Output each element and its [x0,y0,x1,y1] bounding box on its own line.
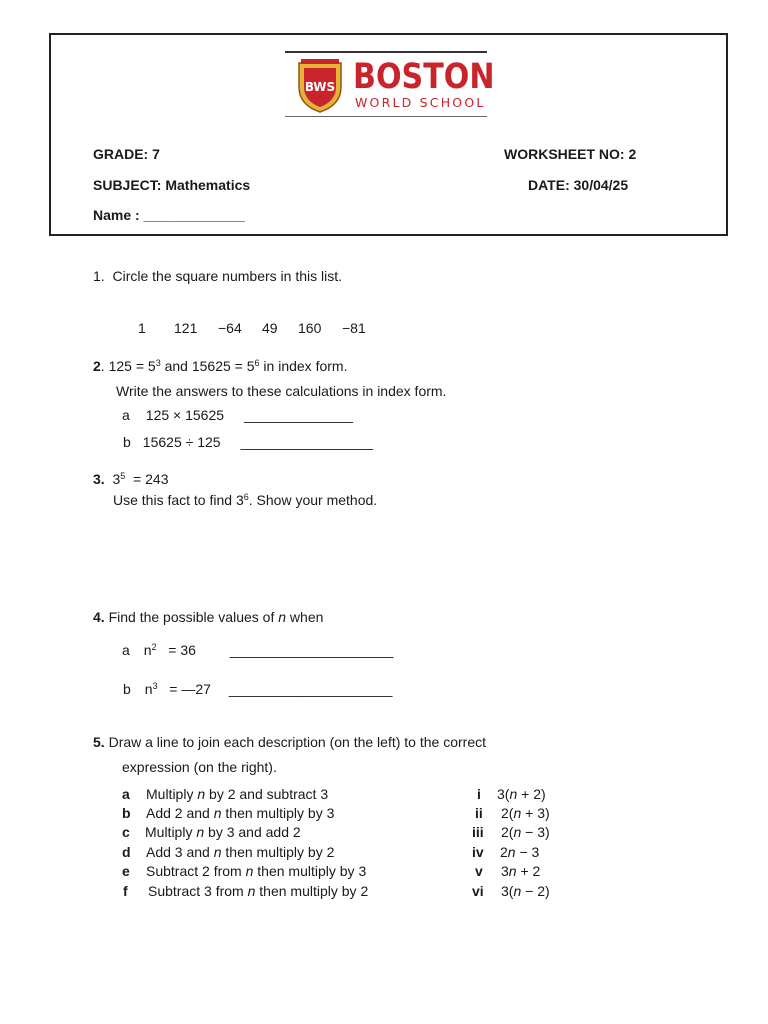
name-field[interactable] [93,207,245,223]
q5-text-line1: Draw a line to join each description (on the left) to the correct [104,734,486,750]
q3-number: 3. [93,471,105,487]
q5-expression-label-i: i [477,786,481,802]
q4-number: 4. [93,609,105,625]
q4-part-a [122,642,393,658]
q5-description-e[interactable] [146,863,366,879]
q5-expression-vi[interactable] [501,883,550,899]
logo-top-rule [285,51,487,53]
q5-expression-iv-post: − 3 [515,844,540,860]
q5-description-c-var: n [196,824,205,840]
q5-expression-v-var: n [508,863,517,879]
q2-part-b-expr: 15625 ÷ 125 [142,434,221,450]
q2-part-a-expr: 125 × 15625 [145,407,225,423]
q3-line2-a: Use this fact to find 3 [113,492,244,508]
q5-expression-i-pre: 3( [497,786,510,802]
q3-answer-area[interactable] [93,515,693,595]
q5-description-d[interactable] [146,844,334,860]
q5-description-d-var: n [213,844,222,860]
q2-intro-a: . 125 = 5 [100,358,156,374]
q4-part-b-answer-blank[interactable]: _____________________ [228,681,393,697]
q4-part-a-base: n [143,642,152,658]
q3-line2-exp: 6 [243,492,249,502]
logo-brand-name: BOSTON [353,57,495,97]
q5-expression-label-v: v [475,863,483,879]
q5-expression-iii-post: − 3) [521,824,550,840]
q1-number-1[interactable]: 1 [138,320,146,336]
q5-description-d-post: then multiply by 2 [221,844,335,860]
q5-expression-iii[interactable] [501,824,550,840]
q5-description-e-pre: Subtract 2 from [146,863,246,879]
q4-part-b-exp: 3 [152,681,158,691]
q2-instruction: Write the answers to these calculations in index form. [116,383,447,399]
q2-part-a-label: a [122,407,130,423]
school-crest-icon [295,57,345,113]
q5-text-line2: expression (on the right). [122,759,277,775]
q4-part-b-base: n [144,681,153,697]
q3-base: 3 [112,471,121,487]
q4-part-a-exp: 2 [151,642,157,652]
q5-description-b-var: n [213,805,222,821]
subject-label: SUBJECT: Mathematics [93,177,251,193]
q5-description-f-pre: Subtract 3 from [148,883,248,899]
question-5 [93,734,486,750]
q5-number: 5. [93,734,105,750]
q5-expression-ii-var: n [513,805,522,821]
q2-number: 2 [93,358,101,374]
q2-intro-b: and 15625 = 5 [160,358,255,374]
q5-expression-iv-var: n [507,844,516,860]
q4-part-a-answer-blank[interactable]: _____________________ [229,642,394,658]
name-blank: _____________ [143,207,245,223]
q5-expression-iv-pre: 2 [500,844,508,860]
q3-exp: 5 [120,471,126,481]
q5-description-a-post: by 2 and subtract 3 [205,786,329,802]
q2-part-a [122,407,353,423]
q5-description-label-c: c [122,824,130,840]
q5-expression-vi-var: n [513,883,522,899]
q4-part-b-rhs: = —27 [157,681,211,697]
q5-expression-v[interactable] [501,863,540,879]
crest-text: BWS [304,80,336,94]
q4-part-b-label: b [123,681,131,697]
question-2 [93,358,347,374]
q5-description-f[interactable] [148,883,368,899]
q5-expression-iv[interactable] [500,844,539,860]
q5-description-e-var: n [245,863,254,879]
date-label: DATE: 30/04/25 [528,177,629,193]
question-1 [93,268,342,284]
q5-description-b-post: then multiply by 3 [221,805,335,821]
q1-number-5[interactable]: 160 [298,320,322,336]
q5-description-b-pre: Add 2 and [146,805,214,821]
school-logo [285,51,495,117]
q5-expression-label-iii: iii [472,824,484,840]
grade-label: GRADE: 7 [93,146,160,162]
q4-part-b [123,681,392,697]
q2-part-b-answer-blank[interactable]: _________________ [240,434,373,450]
q2-part-b [123,434,373,450]
q5-description-e-post: then multiply by 3 [253,863,367,879]
q5-description-a-var: n [197,786,206,802]
q1-number: 1. [93,268,105,284]
q5-description-f-post: then multiply by 2 [255,883,369,899]
q4-var: n [278,609,287,625]
question-3 [93,471,168,487]
q5-expression-ii-post: + 3) [521,805,550,821]
q5-description-c-pre: Multiply [145,824,197,840]
q5-expression-iii-pre: 2( [501,824,514,840]
q5-expression-iii-var: n [513,824,522,840]
q1-number-2[interactable]: 121 [174,320,198,336]
q1-number-3[interactable]: −64 [218,320,242,336]
q5-description-f-var: n [247,883,256,899]
question-4 [93,609,323,625]
q2-exp-a: 3 [155,358,161,368]
q5-description-a-pre: Multiply [146,786,198,802]
q2-part-a-answer-blank[interactable]: ______________ [244,407,354,423]
q5-description-c[interactable] [145,824,301,840]
q2-exp-b: 6 [254,358,260,368]
q5-expression-i-var: n [509,786,518,802]
q5-description-a[interactable] [146,786,328,802]
q4-text-a: Find the possible values of [104,609,279,625]
q1-number-4[interactable]: 49 [262,320,278,336]
q5-expression-label-iv: iv [472,844,484,860]
q5-expression-i-post: + 2) [517,786,546,802]
q5-description-c-post: by 3 and add 2 [204,824,301,840]
q5-expression-i[interactable] [497,786,546,802]
q5-description-label-d: d [122,844,131,860]
q5-expression-ii-pre: 2( [501,805,514,821]
q5-expression-ii[interactable] [501,805,550,821]
q5-expression-v-pre: 3 [501,863,509,879]
logo-brand-subtitle: WORLD SCHOOL [355,95,486,110]
q3-instruction [113,492,377,508]
q5-description-d-pre: Add 3 and [146,844,214,860]
name-label: Name : [93,207,144,223]
q5-expression-label-vi: vi [472,883,484,899]
q5-expression-label-ii: ii [475,805,483,821]
q5-expression-vi-pre: 3( [501,883,514,899]
q2-part-b-label: b [123,434,131,450]
worksheet-number-label: WORKSHEET NO: 2 [504,146,637,162]
q4-part-a-label: a [122,642,130,658]
q2-intro-c: in index form. [259,358,348,374]
q1-text: Circle the square numbers in this list. [112,268,343,284]
logo-bottom-rule [285,116,487,117]
q4-part-a-rhs: = 36 [156,642,196,658]
q3-line2-b: . Show your method. [248,492,378,508]
q4-text-b: when [286,609,324,625]
q5-description-label-f: f [123,883,128,899]
q1-number-6[interactable]: −81 [342,320,366,336]
q3-rest: = 243 [125,471,169,487]
q5-expression-v-post: + 2 [516,863,541,879]
q5-description-b[interactable] [146,805,334,821]
q5-expression-vi-post: − 2) [521,883,550,899]
q5-description-label-a: a [122,786,130,802]
q5-description-label-b: b [122,805,131,821]
q5-description-label-e: e [122,863,130,879]
